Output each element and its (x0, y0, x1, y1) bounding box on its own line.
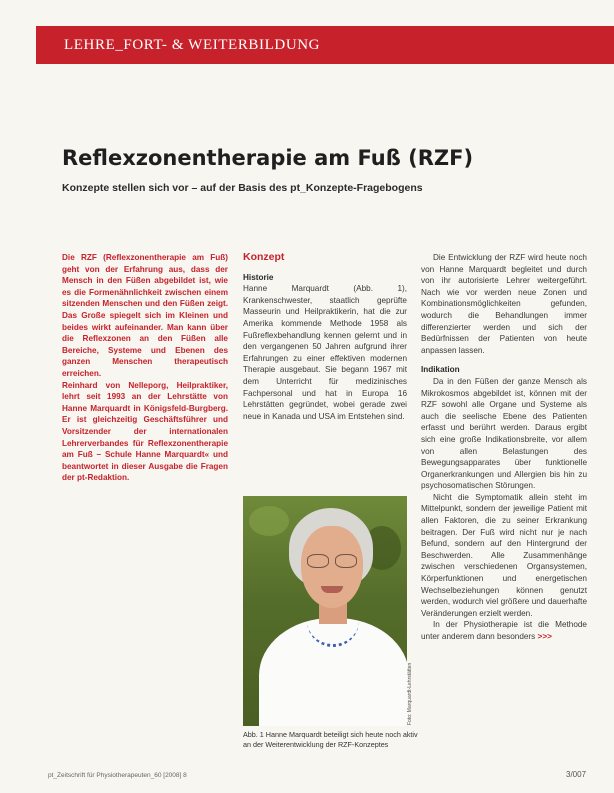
intro-column (62, 252, 228, 484)
symptom-paragraph: Nicht die Symptomatik allein steht im Mittelpunkt, sondern der jeweilige Patient mit allen Faktoren, die zu seiner Erkrankung beitragen. Der Fuß wird nicht nur je nach Befund, sondern auf den Hintergrund der Beschwerden. Alle Zusammenhänge zwischen verschiedenen Organsystemen, Körperfunktionen und energetischen Wechselbeziehungen können genutzt werden, wodurch viel größere und dauerhafte Veränderungen erzielt werden. (421, 492, 587, 618)
article-subtitle: Konzepte stellen sich vor – auf der Basis des pt_Konzepte-Fragebogens (62, 182, 423, 194)
indication-paragraph: Da in den Füßen der ganze Mensch als Mikrokosmos abgebildet ist, können mit der RZF sowohl alle Organe und Systeme als auch die seelische Ebene des Patienten erfasst und berührt werden. Daraus ergibt sich eine große Indikationsbreite, vor allem von allen Belastungen des Bewegungsapparates über funktionelle Organerkrankungen und Allergien bis hin zu psychosomatischen Störungen. (421, 376, 587, 491)
page-number: 3/007 (566, 770, 587, 779)
section-banner-label: LEHRE_FORT- & WEITERBILDUNG (64, 37, 321, 53)
physiotherapy-paragraph: In der Physiotherapie ist die Methode unter anderem dann besonders >>> (421, 620, 587, 641)
footer-journal: pt_Zeitschrift für Physiotherapeuten_60 [2008] 8 (48, 772, 187, 779)
right-column (421, 252, 587, 643)
photo-credit: Foto: Marquardt-Lehrstätten (407, 662, 413, 725)
history-subheading: Historie (243, 272, 274, 282)
article-title: Reflexzonentherapie am Fuß (RZF) (62, 146, 474, 170)
section-banner (36, 26, 614, 64)
indication-subheading: Indikation (421, 365, 460, 375)
concept-column (243, 252, 407, 422)
portrait-photo (243, 496, 407, 726)
author-bio: Reinhard von Nelleporg, Heilpraktiker, lehrt seit 1993 an der Lehrstätte von Hanne Marquardt in Königsfeld-Burgberg. Er ist gleichzeitig Geschäftsführer und Vorsitzender der internationalen Lehrerverbandes für Reflexzonentherapie am Fuß – Schule Hanne Marquardt« und beantwortet in dieser Ausgabe die Fragen der pt-Redaktion. (62, 380, 228, 483)
figure-caption: Abb. 1 Hanne Marquardt beteiligt sich heute noch aktiv an der Weiterentwicklung der RZF-Konzeptes (243, 730, 418, 749)
continue-arrow-icon: >>> (537, 632, 552, 641)
concept-heading: Konzept (243, 251, 285, 263)
development-paragraph: Die Entwicklung der RZF wird heute noch von Hanne Marquardt begleitet und durch von ihr autorisierte Lehrer weitergeführt. Nach wie vor werden neue Zonen und Kombinationsmöglichkeiten gefunden, wodurch die Behandlungen immer differenzierter werden und sich der Bedürfnissen der Patienten von heute anpassen lassen. (421, 253, 587, 355)
history-paragraph: Hanne Marquardt (Abb. 1), Krankenschwester, staatlich geprüfte Masseurin und Heilpraktikerin, hat die zur Amerika kommende Methode 1958 als Fußreflexbehandlung kennen gelernt und in den vergangenen 50 Jahren aufgrund ihrer Erfahrungen zu einer effektiven modernen Therapie ausgebaut. Sie begann 1967 mit dem Unterricht für medizinisches Fachpersonal und hat in Europa 16 Lehrstätten gegründet, wobei gerade zwei neue in Kanada und USA im Entstehen sind. (243, 284, 407, 421)
intro-paragraph: Die RZF (Reflexzonentherapie am Fuß) geht von der Erfahrung aus, dass der Mensch in den Füßen abgebildet ist, wie es die Formenähnlichkeit zwischen einem sitzenden Menschen und den Füßen zeigt. Das Große spiegelt sich im Kleinen und beides wirkt aufeinander. Man kann über die Reflexzonen an den Füßen alle Bereiche, Systeme und Ebenen des ganzen Menschen therapeutisch erreichen. (62, 253, 228, 378)
